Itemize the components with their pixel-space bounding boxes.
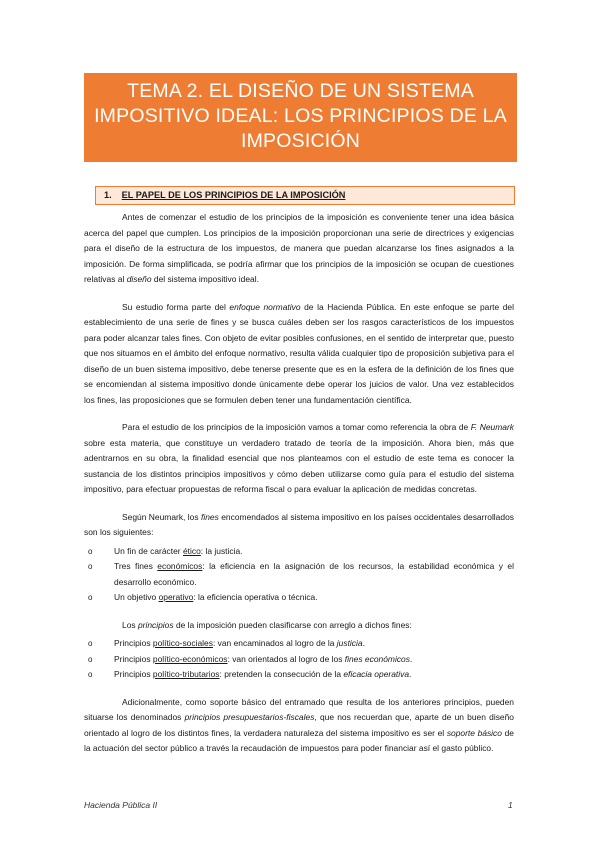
text-run: Principios: [114, 669, 153, 679]
text-run: : la eficiencia operativa o técnica.: [193, 592, 318, 602]
text-run-underlined: político-económicos: [152, 653, 228, 664]
text-run-italic: principios: [137, 619, 174, 630]
text-run-italic: fines económicos: [344, 653, 410, 664]
bullet-marker: o: [88, 670, 93, 679]
text-run-underlined: ético: [182, 545, 201, 556]
text-run-underlined: económicos: [157, 561, 203, 571]
text-run: Principios: [114, 653, 153, 664]
chapter-title-banner: [84, 73, 517, 162]
text-run: Un fin de carácter: [114, 545, 183, 556]
chapter-title-line-3: IMPOSICIÓN: [240, 130, 360, 152]
text-run: Principios: [114, 638, 153, 648]
text-run: sobre esta materia, que constituye un verdadero tratado de teoría de la imposición. Ahora bien, más que adentrarnos en su obra, la finalidad esencial que nos planteamos con el estudio de este tema es conocer la sustancia de los distintos principios impositivos y cómo deben utilizarse como guía para el estudio del sistema impositivo, para efectuar propuestas de reforma fiscal o para evaluar la aplicación de medidas concretas.: [84, 437, 514, 494]
chapter-title-line-2: IMPOSITIVO IDEAL: LOS PRINCIPIOS DE LA: [94, 105, 507, 127]
text-run: .: [409, 653, 413, 664]
footer-page-number: 1: [508, 800, 513, 810]
list-item: [84, 590, 514, 606]
fines-list: [84, 544, 514, 606]
text-run: de la imposición pueden clasificarse con arreglo a dichos fines:: [173, 619, 412, 630]
body-text: [84, 210, 514, 769]
text-run: .: [409, 669, 412, 679]
chapter-title-line-1: TEMA 2. EL DISEÑO DE UN SISTEMA: [127, 80, 474, 102]
text-run-italic: fines: [201, 511, 219, 522]
bullet-marker: o: [88, 639, 93, 648]
text-run-italic: justicia: [336, 638, 363, 648]
bullet-marker: o: [88, 562, 93, 571]
text-run: de la Hacienda Pública. En este enfoque se parte del establecimiento de una serie de fines y se busca cuáles deben ser los rasgos característicos de los impuestos para poder alcanzar tales fines. Con objeto de evitar posibles confusiones, en el sentido de interpretar que, puesto que nos situamos en el ámbito del enfoque normativo, resulta válida cualquier tipo de proposición subjetiva para el diseño de un buen sistema impositivo, debe tenerse presente que es en la esfera de la definición de los fines que se encomiendan al sistema impositivo donde únicamente debe operar los juicios de valor. Una vez establecidos los fines, las proposiciones que se formulen deben tener una fundamentación científica.: [84, 301, 515, 405]
text-run-italic: eficacia operativa: [343, 669, 410, 679]
text-run: Según Neumark, los: [122, 511, 201, 522]
bullet-marker: o: [88, 654, 93, 664]
paragraph-fines-intro: [84, 510, 514, 541]
text-run: Un objetivo: [114, 592, 159, 602]
list-item: [84, 544, 514, 560]
text-run-underlined: operativo: [158, 592, 194, 602]
principios-list: [84, 636, 514, 683]
text-run: : pretenden la consecución de la: [219, 669, 344, 679]
list-item: [84, 636, 514, 652]
text-run: Adicionalmente, como soporte básico del entramado que resulta de los anteriores principios, pueden situarse los denominados: [84, 696, 514, 722]
text-run: : van orientados al logro de los: [227, 653, 345, 664]
text-run-italic: diseño: [126, 274, 152, 284]
section-heading: [95, 186, 515, 205]
text-run: : van encaminados al logro de la: [212, 638, 337, 648]
bullet-marker: o: [88, 546, 93, 556]
text-run: Para el estudio de los principios de la imposición vamos a tomar como referencia la obra de: [122, 422, 471, 432]
list-item: [84, 652, 514, 668]
text-run-italic: principios presupuestarios-fiscales: [184, 712, 315, 722]
section-title: EL PAPEL DE LOS PRINCIPIOS DE LA IMPOSICIÓN: [121, 190, 346, 200]
text-run: .: [362, 638, 365, 648]
paragraph-intro: [84, 210, 514, 288]
text-run: encomendados al sistema impositivo en los países occidentales desarrollados son los siguientes:: [84, 511, 514, 537]
text-run: del sistema impositivo ideal.: [151, 274, 259, 284]
paragraph-principios-intro: [84, 618, 514, 634]
text-run: Su estudio forma parte del: [122, 301, 230, 312]
text-run: : la justicia.: [200, 545, 243, 556]
text-run: Antes de comenzar el estudio de los principios de la imposición es conveniente tener una idea básica acerca del papel que cumplen. Los principios de la imposición proporcionan una serie de directrices y exigencias para el diseño de la estructura de los impuestos, de manera que puedan alcanzarse los fines asignados a la imposición. De forma simplificada, se podría afirmar que los principios de la imposición se ocupan de cuestiones relativas al: [84, 212, 514, 284]
text-run: : la eficiencia en la asignación de los recursos, la estabilidad económica y el desarrollo económico.: [114, 561, 514, 587]
list-item: [84, 559, 514, 590]
list-item: [84, 667, 514, 683]
paragraph-normative-approach: [84, 300, 514, 409]
footer-course-name: Hacienda Pública II: [84, 800, 158, 810]
text-run: de la actuación del sector público a través la recaudación de impuestos para poder financiar así el gasto público.: [84, 727, 514, 753]
paragraph-neumark-reference: [84, 420, 514, 498]
text-run-italic: soporte básico: [446, 727, 502, 738]
text-run: Tres fines: [114, 561, 158, 571]
section-number: 1.: [104, 190, 112, 200]
text-run-italic: F. Neumark: [470, 422, 514, 432]
paragraph-presupuestarios: [84, 695, 514, 757]
bullet-marker: o: [88, 593, 93, 602]
text-run-italic: enfoque normativo: [229, 301, 301, 312]
text-run-underlined: político-sociales: [152, 638, 213, 648]
text-run-underlined: político-tributarios: [152, 669, 220, 679]
text-run: Los: [122, 619, 138, 630]
text-run: , que nos recuerdan que, aparte de un buen diseño orientado al logro de los distintos fines, la verdadera naturaleza del sistema impositivo es ser el: [84, 712, 514, 738]
